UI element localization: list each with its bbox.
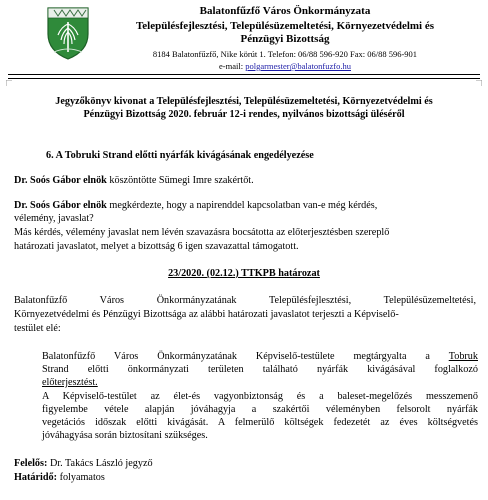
committee-name-line1: Településfejlesztési, Településüzemeltetési, Környezetvédelmi és xyxy=(135,20,435,32)
corner-mark-icon xyxy=(476,80,482,86)
address-line: 8184 Balatonfűzfő, Nike körút 1. Telefon: 06/88 596-920 Fax: 06/88 596-901 xyxy=(152,49,418,59)
responsible-line xyxy=(14,458,153,471)
email-link[interactable]: polgarmester@balatonfuzfo.hu xyxy=(245,61,351,71)
committee-name-line2: Pénzügyi Bizottság xyxy=(240,33,330,45)
paragraph-question-line2: vélemény, javaslat? xyxy=(14,213,94,224)
doc-title-line1: Jegyzőkönyv kivonat a Településfejlesztési, Településüzemeltetési, Környezetvédelmi és xyxy=(55,96,433,107)
resolution-text-part: Balatonfűzfő Város Önkormányzatának Képviselő-testülete megtárgyalta a xyxy=(42,351,449,362)
resolution-text-line7: jóváhagyása során biztosítani szükséges. xyxy=(42,430,208,441)
resolution-text-line1 xyxy=(42,351,478,364)
doc-title-line2: Pénzügyi Bizottság 2020. február 12-i rendes, nyilvános bizottsági üléséről xyxy=(83,109,405,120)
paragraph-question-line1 xyxy=(14,200,474,213)
resolution-text-line2: Strand előtti önkormányzati területen található nyárfák kivágásával foglalkozó xyxy=(42,364,478,375)
org-name: Balatonfűzfő Város Önkormányzata xyxy=(199,5,371,17)
resolution-text-line6: vegetációs időszak előtti kivágását. A felmerülő költségek fedezetét az éves költségvetés xyxy=(42,417,478,428)
question-text: megkérdezte, hogy a napirenddel kapcsolatban van-e még kérdés, xyxy=(106,200,378,211)
corner-mark-icon xyxy=(6,80,12,86)
resolution-intro-line2: Környezetvédelmi és Pénzügyi Bizottsága az alábbi határozati javaslatot terjeszti a Képviselő- xyxy=(14,309,399,320)
responsible-value: Dr. Takács László jegyző xyxy=(47,458,153,469)
resolution-text-line5: figyelembe vétele alapján jóváhagyja a szakértői véleményben felsorolt nyárfák xyxy=(42,404,478,415)
responsible-label: Felelős: xyxy=(14,458,48,469)
agenda-item: 6. A Tobruki Strand előtti nyárfák kivágásának engedélyezése xyxy=(46,150,314,161)
resolution-intro-line1: Balatonfűzfő Város Önkormányzatának Településfejlesztési, Településüzemeltetési, xyxy=(14,295,476,306)
paragraph-vote-line1: Más kérdés, vélemény javaslat nem lévén szavazásra bocsátotta az előterjesztésben szereplő xyxy=(14,227,390,238)
chair-name: Dr. Soós Gábor elnök xyxy=(14,175,107,186)
paragraph-vote-line2: határozati javaslatot, melyet a bizottság 6 igen szavazattal támogatott. xyxy=(14,241,299,252)
resolution-text-line3: előterjesztést. xyxy=(42,377,98,388)
greeting-text: köszöntötte Sümegi Imre szakértőt. xyxy=(106,175,254,186)
resolution-intro-line3: testület elé: xyxy=(14,323,61,334)
email-label: e-mail: xyxy=(219,61,246,71)
crest-icon xyxy=(44,4,92,60)
resolution-text-underlined: Tobruk xyxy=(448,351,478,362)
email-line xyxy=(100,61,470,71)
deadline-value: folyamatos xyxy=(57,472,105,483)
deadline-label: Határidő: xyxy=(14,472,58,483)
chair-name: Dr. Soós Gábor elnök xyxy=(14,200,107,211)
header-divider xyxy=(8,74,480,79)
resolution-title: 23/2020. (02.12.) TTKPB határozat xyxy=(168,268,320,279)
paragraph-greeting xyxy=(14,175,254,188)
deadline-line xyxy=(14,472,105,485)
resolution-text-line4: A Képviselő-testület az élet-és vagyonbiztonság és a baleset-megelőzés messzemenő xyxy=(42,391,478,402)
